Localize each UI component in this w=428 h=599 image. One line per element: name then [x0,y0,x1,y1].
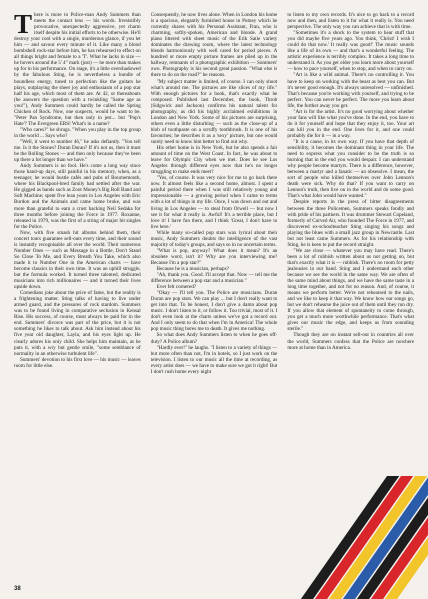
article-paragraph: Because he is a musician, perhaps? [156,265,229,272]
page-number: 38 [14,586,21,592]
article-body [14,12,414,578]
article-paragraph: "Well, it went to number 46," he asks defiantly. "You tell me. Is it the Stones? Duran Duran? If it's not us, then it must be the Rolling Stones — and then only because they've been up there a lot longer than we have." [14,138,141,164]
article-paragraph: "We are close — whatever you may have read. There's been a lot of rubbish written about us not getting on, but that's exactly what it is — rubbish. There's no room for petty jealousies in our band. Sting and I understand each other because we see the world in the same way. We are often of the same mind about things, and we have the same taste in a long time together, and not for no reason. And, of course, it means we perform better. We're not rehearsed to the nails, and we like to keep it that way. We know how our songs go, but we don't rehearse the juice out of them until they run dry. If you allow that element of spontaneity to come through, you get a much more worthwhile performance. That's what gives our music the edge, and keeps us from sounding sterile." [287,247,415,333]
article-column-1 [14,12,141,578]
drop-cap: T [14,12,33,39]
article-paragraph: "My subject matter is limited, of course. I can only shoot what's around me. The pictures are like slices of my life." With enough pictures for a book, that's exactly what he composed. Published last December, the book, Throb (Sidgwick and Jackson) confirms his natural talent for photography, as did his highly acclaimed exhibitions in London and New York. Some of his pictures are surprising, others even a little disturbing — such as the close-up of a blob of toothpaste on a scruffy toothbrush. It is one of his favourites; he describes it as a 'sexy' picture, but one would surely need to know him better to find out why. [150,78,278,145]
article-paragraph: Though they are on instant sell-out in countries all over the world, Summers confess that the Police are nowhere more at home than in America. [287,332,415,351]
article-paragraph: "Hardly ever!" he laughs. "I listen to a variety of things — but more often than not, I'm in hotels, so I just work on the television. I listen to our music all the time at recording, as every artist does — we have to make sure we got it right! But I don't rush home every night [150,344,278,375]
article-paragraph: "What is pop, anyway? What does it mean? It's an obsolete word, isn't it? Why are you interviewing me? Because I'm a pop star?" [150,247,278,266]
article-paragraph [14,12,141,127]
article-paragraph: Now, with five smash hit albums behind them, their concert tours guarantee sell-outs every time, and their sound is instantly recognisable all over the world. Their numerous Number Ones — such as Message in a Bottle, Don't Stand So Close To Me, and Every Breath You Take, which also made it to Number One in the American charts — have become classics in their own time. It was an uphill struggle, but the formula worked. It turned three talented, dedicated musicians into rich millionaires — and it turned their lives upside down. [14,229,141,291]
article-paragraph: "Sometimes it's a shock to the system to hear stuff that you did maybe five years ago. You think, 'Christ! I wish I could do that now.' It really was good!' The music sounds like a life of its own — and that's a wonderful feeling. The artistic experience is terribly complex. It takes a long time to understand it. As you get older you learn more about yourself — how to pace yourself, when to stop, and when to carry on. [287,30,415,73]
article-column-2 [151,12,278,578]
article-paragraph: "Art is like a wild animal. There's no controlling it. You have to keep on working with the beast as best you can. But it's never good enough. It's always unresolved — unfinished. That's because you're working with yourself, and trying to be perfect. You can never be perfect. The more you learn about life, the further away you get. [287,72,415,109]
article-paragraph: to listen to my own records. It's nice to go back to a record now and then, and listen to it for what it really is. You need perspective. The only way you can achieve that is with time. [287,12,415,31]
article-paragraph: While many so-called pop stars wax lyrical about their music, Andy Summers doubts the intelligence of the vast majority of today's groups, and says so in no uncertain terms. [150,229,278,248]
article-paragraph: His other home is in New York, but he also spends a fair amount of time on the West Coast. In fact, he was about to leave for Olympic City when we met. Does he see Los Angeles through different eyes now that he's no longer struggling to make ends meet? [150,145,278,176]
article-column-3 [287,12,414,578]
article-paragraph: Comedians joke about the price of fame, but the reality is a frightening matter. Sting talks of having to live under armed guard, and the pressures of rock stardom. Summers was to be found living in comparative seclusion in Kensal Rise. His success, of course, must always be paid for in the end. Summers' divorce was part of the price, but it is not something he likes to talk about. Ask him instead about his five year old daughter, Layla, and his eyes light up. He clearly adores his only child. She helps him maintain, as he puts it, with a wry but gentle smile, "some semblance of normality in an otherwise turbulent life". [14,290,141,357]
article-paragraph: Andy Summers is no fool. He's come a long way since those hand-up days, still painful in his memory, when, as a teenager, he would hustle cafés and pubs of Bournemouth, where his Blackpool-bred family had settled after the war. He gigged as bands such as Zoot Money's Big Roll Band and Soft Machine; spent five lean years in Los Angeles with Eric Burdon and the Animals and came home broke, and was more than grateful to earn a crust backing Neil Sedaka for three months before joining the Force in 1977. Roxanne, released in 1979, was the first of a string of major hit singles for the Police. [14,163,141,230]
article-paragraph: Despite reports in the press of bitter disagreements between the three Policemen, Summers speaks fondly and with pride of his partners. It was drummer Stewart Copeland, formerly of Curved Air, who founded The Force in 1977, and discovered ex-schoolteacher Sting singing his songs and playing the blues with a small jazz group in Newcastle. Last but not least came Summers. As for his relationship with Sting, he is keen to put the record straight. [287,199,415,248]
article-paragraph: "Yes, of course. It was very nice for me to go back there now. It almost feels like a second home, almost. I spent a painful period there when I was still relatively young and impressionable — a growing period when I came to terms with a lot of things in my life. Once, I was down and out and living in Los Angeles — to steal from Orwell — but now I see it for what it really is. Awful! It's a terrible place, but I love it! I have fun there, and I think 'Great, I don't have to live here.' [150,175,278,230]
paragraph-text: here is more to Police-man Andy Summers than meets the contact lens — his words. Irresistibly provocative, unexpectedly aggressive, yet charm itself despite his initial efforts to be otherwise. He'll destroy your cool with a single, murderous glance, if you let him — and savour every minute of it. Like many a blond bombshell rock-star before him, he has rehearsed to effect on all things bright and female to a 'T'. What he lacks in size — he hovers around the 5' 4" mark (just) — he more than makes up for in his performance. On stage, it's a little overshadowed by the fabulous Sting, he is nevertheless a bundle of boundless energy, tuned to perfection like the guitars he plays, outplaying the sheer joy and enthusiasm of a pop star half his age, which most of them are. At 42, or thereabouts (he answers the question with a twinkling "Same age as you!"), Andy Summers could hardly be called the Spring Chicken of Rock. Now, one suspects, would he want to be. "Peter Pan Syndrome, but then only in jest... but "Pop's Hate'? The Evergreen ERS! What's in a name? [14,12,141,127]
article-paragraph: Ever felt cornered? [156,284,197,291]
article-paragraph: So what does Andy Summers listen to when he goes off-duty? A Police album? [150,332,278,345]
article-paragraph: "It is a cause, in its own way. If you have that depth of sensibility, it becomes the dominant thing in your life. The need to express what you consider to be the truth is so burning that in the end you would despair. I can understand why people become martyrs. There is a difference, however, between a martyr and a fanatic — an obsessive. I mean, the sort of people who killed themselves over John Lennon's death were sick. Why do that? If you want to carry on Lennon's truth, then live on in the world and do some good. That's what John would have wanted." [287,138,415,200]
article-paragraph: "Who cares?" he shrugs. "When you play in the top group in the world ... Says who? [14,126,141,139]
article-paragraph: "Ah, thank you. Good. I'll accept that. Now — tell me the difference between a pop star and a musician." [150,272,278,285]
article-paragraph: Summers' devotion to his first love — his music — leaves room for little else. [14,356,141,369]
article-paragraph: "Okay — I'll tell you. The Police are musicians. Duran Duran are pop stars. We can play ... but I don't really want to get into that. To be honest, I don't give a damn about pop music. I don't listen to it, or follow it. Too trivial, most of it. I don't even look at the charts unless we've got a record out. And I only seem to do that when I'm in America! The whole pop music thing bores me to death. It gives me nothing. [150,290,278,333]
article-paragraph: "Art is for the artist. It's no good worrying about whether your fans will like what you've done. In the end, you have to do it for yourself and hope that they enjoy it, too. Your art can kill you in the end. One lives for it, and one could probably die for it — in a way. [287,108,415,139]
article-paragraph: Consequently, he now lives alone. When in London his home is a spacious, elegantly furnished house in Putney which he currently shares with his Personal Assistant, Fran, who is charming, softly-spoken, American and blonde. A grand piano littered with sheet music of the Erik Satie variety dominates the drawing room, where the latest technology blends harmoniously with well cared for period pieces. A hundred or more empty picture frames are piled up in the hallway, remnants of a photographic exhibition — Summers' own. Photography is his second great passion. "What else is there to do on the road?" he reasons. [150,12,278,79]
